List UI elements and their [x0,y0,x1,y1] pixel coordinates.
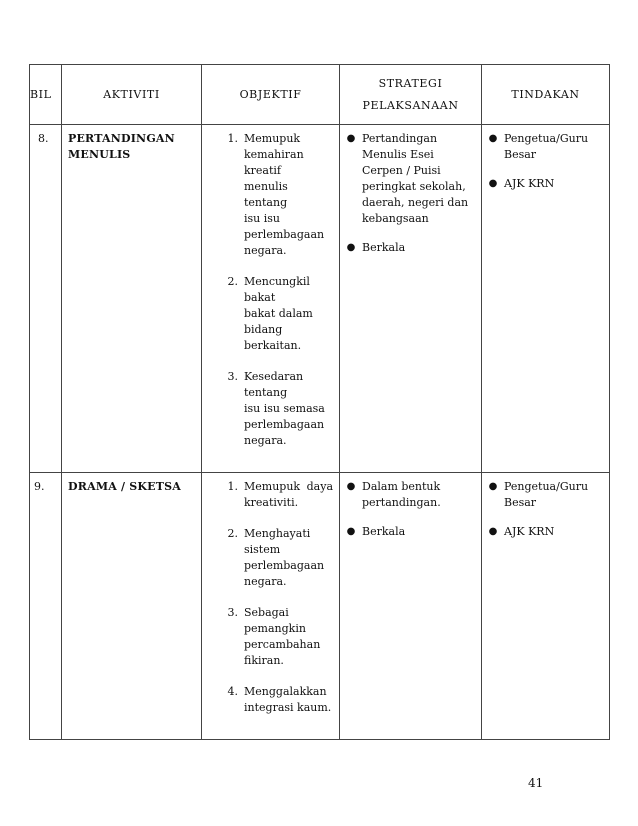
objective-number: 4. [227,685,238,698]
objective-number: 2. [227,275,238,288]
aktiviti-line: PERTANDINGAN [68,132,175,145]
aktiviti-line: DRAMA / SKETSA [68,480,181,493]
objective-number: 1. [227,132,238,145]
objective-line: Menghayati sistem [244,527,311,556]
objective-word: Memupuk [244,480,301,493]
bullet-icon: ● [346,481,356,492]
objective-item [202,479,333,511]
header-bil: BIL [30,65,62,125]
row-tindakan [482,473,610,740]
objective-number: 3. [227,370,238,383]
row-tindakan [482,125,610,473]
objective-item [202,605,333,669]
row-objektif [202,125,340,473]
row-bil: 8. [30,125,62,473]
page-number: 41 [528,776,544,790]
objective-line: perlembagaan [244,418,325,431]
strategy-line: Dalam bentuk [362,480,441,493]
action-line: AJK KRN [504,525,555,538]
strategy-line: Berkala [362,525,406,538]
objective-line: Mencungkil bakat [244,275,310,304]
objective-item [202,369,333,449]
action-line: Pengetua/Guru [504,132,589,145]
header-aktiviti: AKTIVITI [62,65,202,125]
action-item [482,176,605,192]
strategy-line: Menulis Esei [362,148,434,161]
table-row [30,125,610,473]
action-line: Besar [504,148,537,161]
objective-line: percambahan [244,638,321,651]
strategy-line: kebangsaan [362,212,429,225]
objective-line: Sebagai pemangkin [244,606,306,635]
row-bil: 9. [30,473,62,740]
objective-number: 2. [227,527,238,540]
objective-item [202,526,333,590]
objective-line: Menggalakkan [244,685,327,698]
row-objektif [202,473,340,740]
bullet-icon: ● [346,526,356,537]
strategy-line: Pertandingan [362,132,438,145]
bullet-icon: ● [488,481,498,492]
strategy-line: pertandingan. [362,496,441,509]
action-item [482,131,605,163]
header-tindakan: TINDAKAN [482,65,610,125]
objective-line: perlembagaan [244,559,325,572]
strategy-item [340,524,477,540]
action-line: AJK KRN [504,177,555,190]
header-row [30,65,610,125]
header-strategi-line2: PELAKSANAAN [362,98,459,112]
objective-line: negara. [244,575,287,588]
objective-number: 1. [227,480,238,493]
bullet-icon: ● [488,526,498,537]
objective-line: isu isu [244,212,280,225]
objective-item [202,131,333,259]
action-item [482,479,605,511]
objective-line: Kesedaran tentang [244,370,304,399]
action-line: Besar [504,496,537,509]
objective-line: perlembagaan [244,228,325,241]
objective-line: kreativiti. [244,496,299,509]
action-item [482,524,605,540]
objective-line: negara. [244,434,287,447]
objective-line: bakat dalam [244,307,313,320]
objective-number: 3. [227,606,238,619]
objective-word: daya [306,480,333,493]
row-strategi [340,125,482,473]
bullet-icon: ● [488,178,498,189]
row-aktiviti [62,125,202,473]
objective-line: isu isu semasa [244,402,325,415]
bullet-icon: ● [346,242,356,253]
action-line: Pengetua/Guru [504,480,589,493]
aktiviti-line: MENULIS [68,148,131,161]
objective-line: kemahiran kreatif [244,148,304,177]
row-strategi [340,473,482,740]
strategy-item [340,131,477,227]
activity-table [29,64,610,740]
objective-line: fikiran. [244,654,284,667]
objective-line: bidang berkaitan. [244,323,302,352]
objective-line: menulis tentang [244,180,288,209]
table-row [30,473,610,740]
header-objektif: OBJEKTIF [202,65,340,125]
strategy-line: peringkat sekolah, [362,180,466,193]
objective-item [202,274,333,354]
objective-item [202,684,333,716]
header-strategi-line1: STRATEGI [378,76,443,90]
strategy-line: daerah, negeri dan [362,196,469,209]
strategy-item [340,479,477,511]
objective-line [244,479,333,495]
strategy-line: Cerpen / Puisi [362,164,441,177]
strategy-line: Berkala [362,241,406,254]
bullet-icon: ● [488,133,498,144]
bullet-icon: ● [346,133,356,144]
strategy-item [340,240,477,256]
objective-line: integrasi kaum. [244,701,332,714]
header-strategi [340,65,482,125]
objective-line: Memupuk [244,132,301,145]
objective-line: negara. [244,244,287,257]
row-aktiviti [62,473,202,740]
